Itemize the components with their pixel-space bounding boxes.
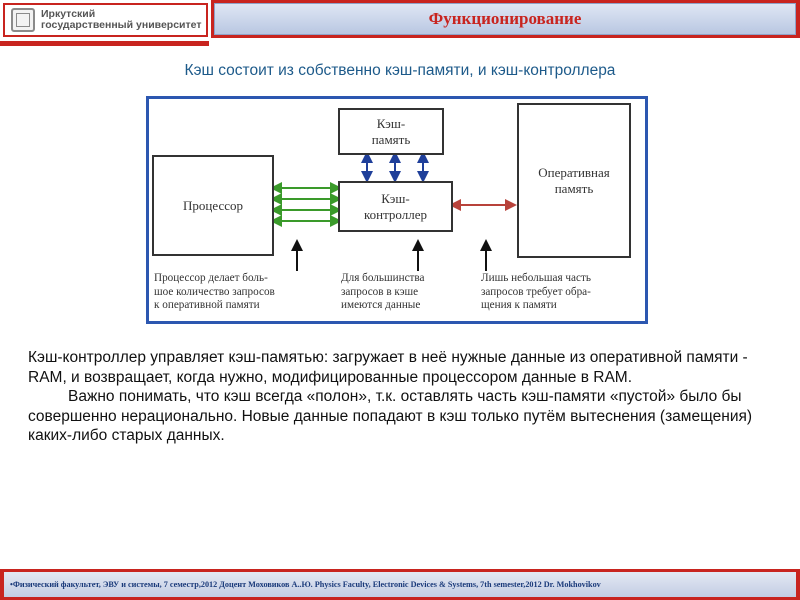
body-text	[28, 348, 768, 446]
caption-left: Процессор делает боль- шое количество запросов к оперативной памяти	[154, 272, 275, 311]
paragraph-2: Важно понимать, что кэш всегда «полон», т.к. оставлять часть кэш-памяти «пустой» было бы совершенно нерационально. Новые данные попадают в кэш только путём вытеснения (замещения) каких-либо старых данных.	[28, 388, 753, 444]
processor-box	[152, 155, 274, 256]
caption-right: Лишь небольшая часть запросов требует обра- щения к памяти	[481, 272, 591, 311]
processor-label: Процессор	[183, 197, 243, 213]
ram-label: Оперативная память	[538, 164, 610, 196]
footer-text: •Физический факультет, ЭВУ и системы, 7 семестр,2012 Доцент Моховиков А..Ю. Physics Faculty, Electronic Devices & Systems, 7th semester,2012 Dr. Mokhovikov	[10, 580, 601, 589]
cache-controller-label: Кэш- контроллер	[363, 190, 428, 222]
slide-title: Функционирование	[428, 9, 582, 28]
title-bar	[214, 3, 796, 35]
logo-line2: государственный университет	[41, 19, 202, 31]
ram-box	[517, 103, 631, 258]
footer-bar	[4, 572, 796, 597]
university-emblem-icon	[11, 8, 35, 32]
paragraph-1: Кэш-контроллер управляет кэш-памятью: загружает в неё нужные данные из оперативной памяти - RAM, и возвращает, когда нужно, модифицированные процессором данные в RAM.	[28, 349, 748, 386]
cache-controller-box	[338, 181, 453, 232]
cache-diagram	[146, 96, 648, 324]
cache-memory-label: Кэш- память	[371, 115, 411, 147]
cache-memory-box	[338, 108, 444, 155]
logo-text	[41, 9, 202, 31]
slide-subtitle: Кэш состоит из собственно кэш-памяти, и кэш-контроллера	[184, 62, 616, 79]
university-logo	[3, 3, 208, 37]
logo-line1: Иркутский	[41, 8, 96, 20]
caption-middle: Для большинства запросов в кэше имеются данные	[341, 272, 425, 311]
header-underline	[0, 41, 209, 46]
footer	[0, 569, 800, 600]
